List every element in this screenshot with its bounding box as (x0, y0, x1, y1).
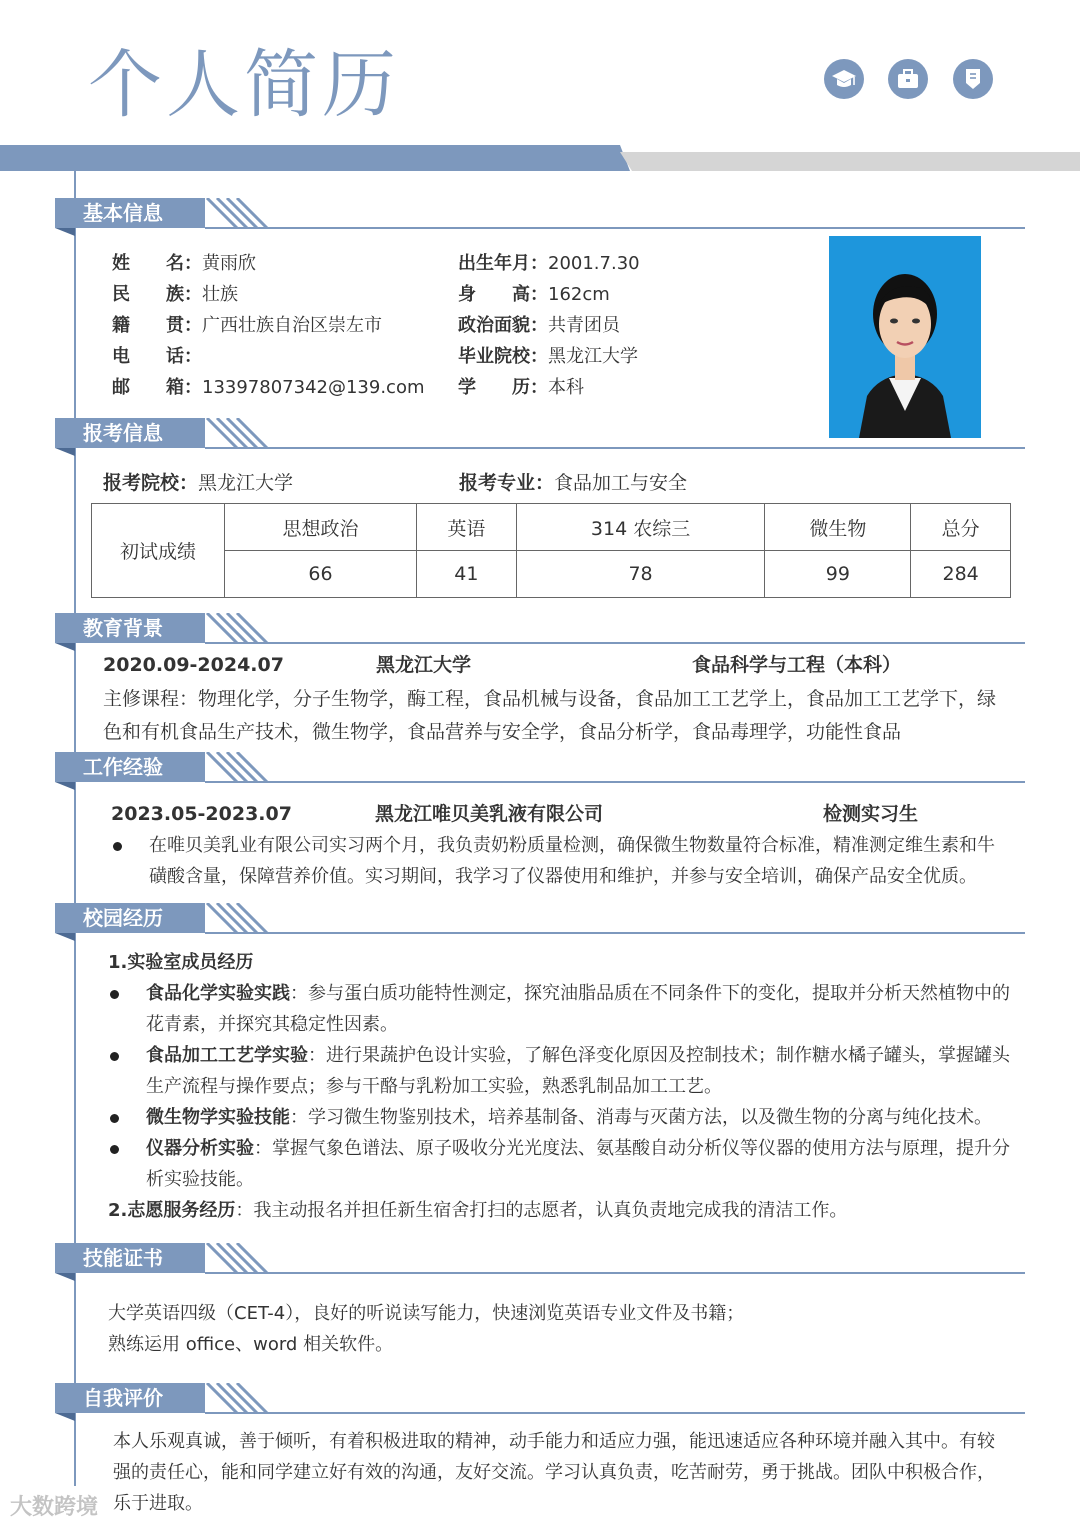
subject-cell: 总分 (911, 504, 1011, 551)
section-title: 教育背景 (55, 613, 205, 643)
bullet (110, 990, 119, 999)
skill-line: 熟练运用 office、word 相关软件。 (108, 1334, 394, 1355)
header-band (0, 145, 630, 171)
edu-period: 2020.09-2024.07 (103, 654, 284, 676)
school-value: 黑龙江大学 (548, 346, 638, 367)
bullet (110, 1145, 119, 1154)
page-title: 个人简历 (88, 42, 400, 128)
header-band-grey (620, 152, 1080, 171)
section-skills (55, 1243, 1035, 1273)
subject-cell: 微生物 (765, 504, 911, 551)
section-title: 校园经历 (55, 903, 205, 933)
origin-value: 广西壮族自治区崇左市 (202, 315, 382, 336)
subject-cell: 英语 (417, 504, 517, 551)
section-title: 工作经验 (55, 752, 205, 782)
work-period: 2023.05-2023.07 (111, 803, 292, 825)
email-value: 13397807342@139.com (202, 377, 425, 398)
section-basic-info (55, 198, 1035, 228)
skill-line: 大学英语四级（CET-4），良好的听说读写能力，快速浏览英语专业文件及书籍； (108, 1303, 745, 1324)
bullet (110, 1052, 119, 1061)
subject-cell: 思想政治 (225, 504, 417, 551)
ethnic-value: 壮族 (202, 284, 238, 305)
score-cell: 99 (765, 551, 911, 598)
campus-item: 食品加工工艺学实验：进行果蔬护色设计实验，了解色泽变化原因及控制技术；制作糖水橘子罐头，掌握罐头生产流程与操作要点；参与干酪与乳粉加工实验，熟悉乳制品加工工艺。 (146, 1045, 1010, 1097)
profile-photo (829, 236, 981, 438)
work-company: 黑龙江唯贝美乳液有限公司 (375, 803, 604, 825)
campus-item: 微生物学实验技能：学习微生物鉴别技术，培养基制备、消毒与灭菌方法，以及微生物的分离与纯化技术。 (146, 1107, 992, 1128)
bullet (110, 1114, 119, 1123)
basic-info-left: 姓 名：黄雨欣 民 族：壮族 籍 贯：广西壮族自治区崇左市 电 话： 邮 箱：13397807342@139.com (112, 253, 425, 398)
score-cell: 284 (911, 551, 1011, 598)
work-description: 在唯贝美乳业有限公司实习两个月，我负责奶粉质量检测，确保微生物数量符合标准，精准测定维生素和牛磺酸含量，保障营养价值。实习期间，我学习了仪器使用和维护，并参与安全培训，确保产品安全优质。 (149, 835, 995, 887)
basic-info-right: 出生年月：2001.7.30 身 高：162cm 政治面貌：共青团员 毕业院校：黑龙江大学 学 历：本科 (458, 253, 640, 398)
bullet (113, 842, 122, 851)
section-exam-info (55, 418, 1035, 448)
score-cell: 78 (516, 551, 765, 598)
subject-cell: 314 农综三 (516, 504, 765, 551)
score-cell: 66 (225, 551, 417, 598)
section-title: 报考信息 (55, 418, 205, 448)
exam-major: 报考专业：食品加工与安全 (459, 472, 688, 494)
degree-value: 本科 (548, 377, 584, 398)
edu-school: 黑龙江大学 (376, 654, 472, 676)
political-value: 共青团员 (548, 315, 620, 336)
section-education (55, 613, 1035, 643)
edu-courses: 主修课程：物理化学，分子生物学，酶工程，食品机械与设备，食品加工工艺学上，食品加工工艺学下，绿色和有机食品生产技术，微生物学，食品营养与安全学，食品分析学，食品毒理学，功能性食品 (103, 688, 997, 743)
section-title: 基本信息 (55, 198, 205, 228)
work-role: 检测实习生 (823, 803, 919, 825)
height-value: 162cm (548, 284, 610, 305)
briefcase-icon (888, 59, 928, 99)
campus-volunteer: 2.志愿服务经历：我主动报名并担任新生宿舍打扫的志愿者，认真负责地完成我的清洁工作。 (108, 1200, 848, 1221)
score-row-label: 初试成绩 (92, 504, 225, 598)
score-cell: 41 (417, 551, 517, 598)
section-work (55, 752, 1035, 782)
campus-heading-lab: 1.实验室成员经历 (108, 952, 254, 973)
section-title: 自我评价 (55, 1383, 205, 1413)
campus-item: 仪器分析实验：掌握气象色谱法、原子吸收分光光度法、氨基酸自动分析仪等仪器的使用方法与原理，提升分析实验技能。 (146, 1138, 1010, 1190)
section-self-evaluation (55, 1383, 1035, 1413)
timeline-line (74, 171, 76, 1486)
watermark: 大数跨境 (10, 1495, 99, 1520)
name-value: 黄雨欣 (202, 253, 256, 274)
document-icon (953, 59, 993, 99)
birth-value: 2001.7.30 (548, 253, 640, 274)
edu-major: 食品科学与工程（本科） (692, 654, 902, 676)
campus-item: 食品化学实验实践：参与蛋白质功能特性测定，探究油脂品质在不同条件下的变化，提取并分析天然植物中的花青素，并探究其稳定性因素。 (146, 983, 1010, 1035)
graduation-cap-icon (824, 59, 864, 99)
section-campus (55, 903, 1035, 933)
section-title: 技能证书 (55, 1243, 205, 1273)
self-evaluation-text: 本人乐观真诚，善于倾听，有着积极进取的精神，动手能力和适应力强，能迅速适应各种环境并融入其中。有较强的责任心，能和同学建立好有效的沟通，友好交流。学习认真负责，吃苦耐劳，勇于挑战。团队中积极合作，乐于进取。 (113, 1431, 995, 1514)
score-table (91, 503, 1011, 598)
exam-school: 报考院校：黑龙江大学 (103, 472, 294, 494)
